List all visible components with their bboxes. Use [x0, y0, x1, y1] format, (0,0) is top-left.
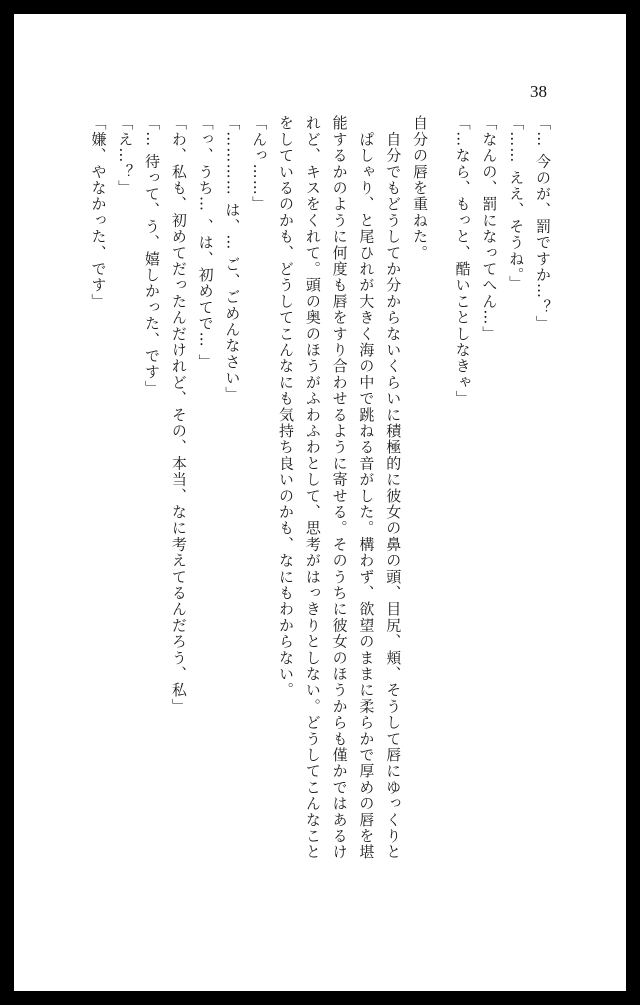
text-line: ぱしゃり、と尾ひれが大きく海の中で跳ねる音がした。構わず、欲望のままに柔らかで厚めの唇を堪 — [357, 115, 376, 861]
text-line: をしているのかも、どうしてこんなにも気持ち良いのかも、なにもわからない。 — [277, 115, 296, 699]
dialogue-line: 「………… は、… ご、ごめんなさい」 — [223, 115, 242, 403]
dialogue-line: 「わ、私も、初めてだったんだけれど、その、本当、なに考えてるんだろう、私」 — [169, 115, 188, 715]
vertical-text-previous — [449, 115, 556, 855]
text-line: 自分でもどうしてか分からないくらいに積極的に彼女の鼻の頭、目尻、頬、そうして唇にゆっくりと — [384, 115, 403, 861]
dialogue-line: 「え…？」 — [116, 115, 135, 196]
page-number: 38 — [530, 82, 547, 101]
dialogue-line: 「っ、うち… 、は、初めてで… 」 — [196, 115, 215, 370]
vertical-text-body — [85, 115, 433, 861]
dialogue-line: 「んっ……」 — [250, 115, 269, 213]
book-page — [14, 14, 626, 991]
text-line: れど、キスをくれて。頭の奥のほうがふわふわとして、思考がはっきりとしない。どうしてこんなこと — [303, 115, 322, 861]
dialogue-line: 「…なら、もっと、酷いことしなきゃ」 — [453, 115, 472, 407]
text-line: 自分の唇を重ねた。 — [411, 115, 429, 261]
dialogue-line: 「… 待って、う、嬉しかった、です」 — [143, 115, 162, 397]
dialogue-line: 「なんの、罰になってへん…」 — [480, 115, 499, 342]
dialogue-line: 「…… ええ、そうね。」 — [507, 115, 526, 292]
text-line: 能するかのように何度も唇をすり合わせるように寄せる。そのうちに彼女のほうからも僅かではあるけ — [330, 115, 349, 861]
dialogue-line: 「嫌、やなかった、です」 — [89, 115, 108, 310]
dialogue-line: 「… 今のが、罰ですか…？」 — [534, 115, 552, 332]
